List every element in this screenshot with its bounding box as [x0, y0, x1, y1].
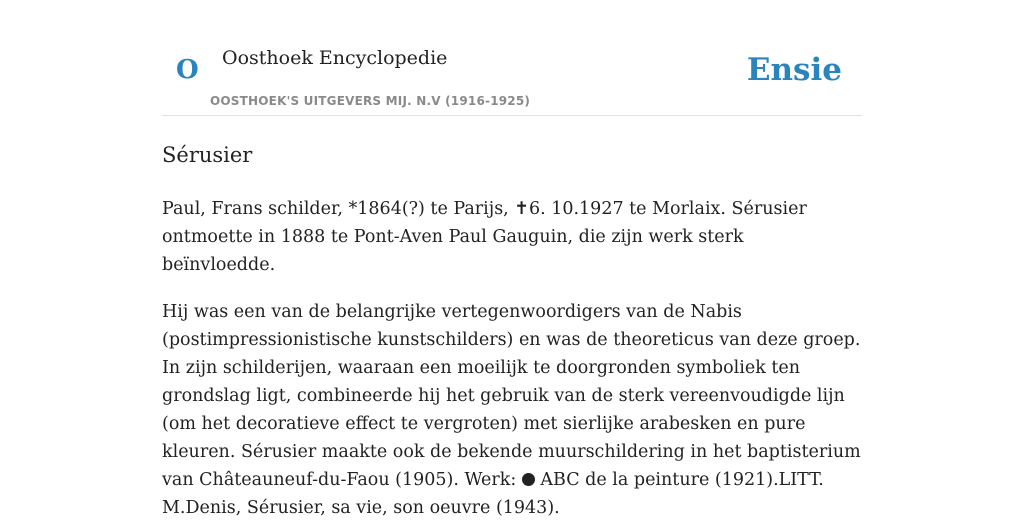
- article-paragraph-2: [162, 298, 862, 522]
- publisher-subtitle: OOSTHOEK'S UITGEVERS MIJ. N.V (1916-1925): [210, 94, 531, 108]
- site-title[interactable]: Oosthoek Encyclopedie: [222, 47, 448, 69]
- article-title: Sérusier: [162, 143, 253, 167]
- page-container: [162, 0, 862, 522]
- article-paragraph-2-works: ABC de la peinture (1921).LITT. M.Denis, Sérusier, sa vie, son oeuvre (1943).: [162, 470, 824, 518]
- article-paragraph-2-text: Hij was een van de belangrijke vertegenwoordigers van de Nabis (postimpressionistische kunstschilders) en was de theoreticus van deze groep. In zijn schilderijen, waaraan een moeilijk te doorgronden symboliek ten grondslag ligt, combineerde hij het gebruik van de sterk vereenvoudigde lijn (om het decoratieve effect te vergroten) met sierlijke arabesken en pure kleuren. Sérusier maakte ook de bekende muurschildering in het baptisterium van Châteauneuf-du-Faou (1905). Werk:: [162, 302, 861, 490]
- article-paragraph-1: Paul, Frans schilder, *1864(?) te Parijs, ✝6. 10.1927 te Morlaix. Sérusier ontmoette in 1888 te Pont-Aven Paul Gauguin, die zijn werk sterk beïnvloedde.: [162, 199, 807, 275]
- oosthoek-logo[interactable]: O: [176, 55, 199, 85]
- work-bullet-icon: [522, 473, 535, 486]
- site-header: [162, 0, 862, 116]
- ensie-brand-link[interactable]: Ensie: [746, 52, 842, 88]
